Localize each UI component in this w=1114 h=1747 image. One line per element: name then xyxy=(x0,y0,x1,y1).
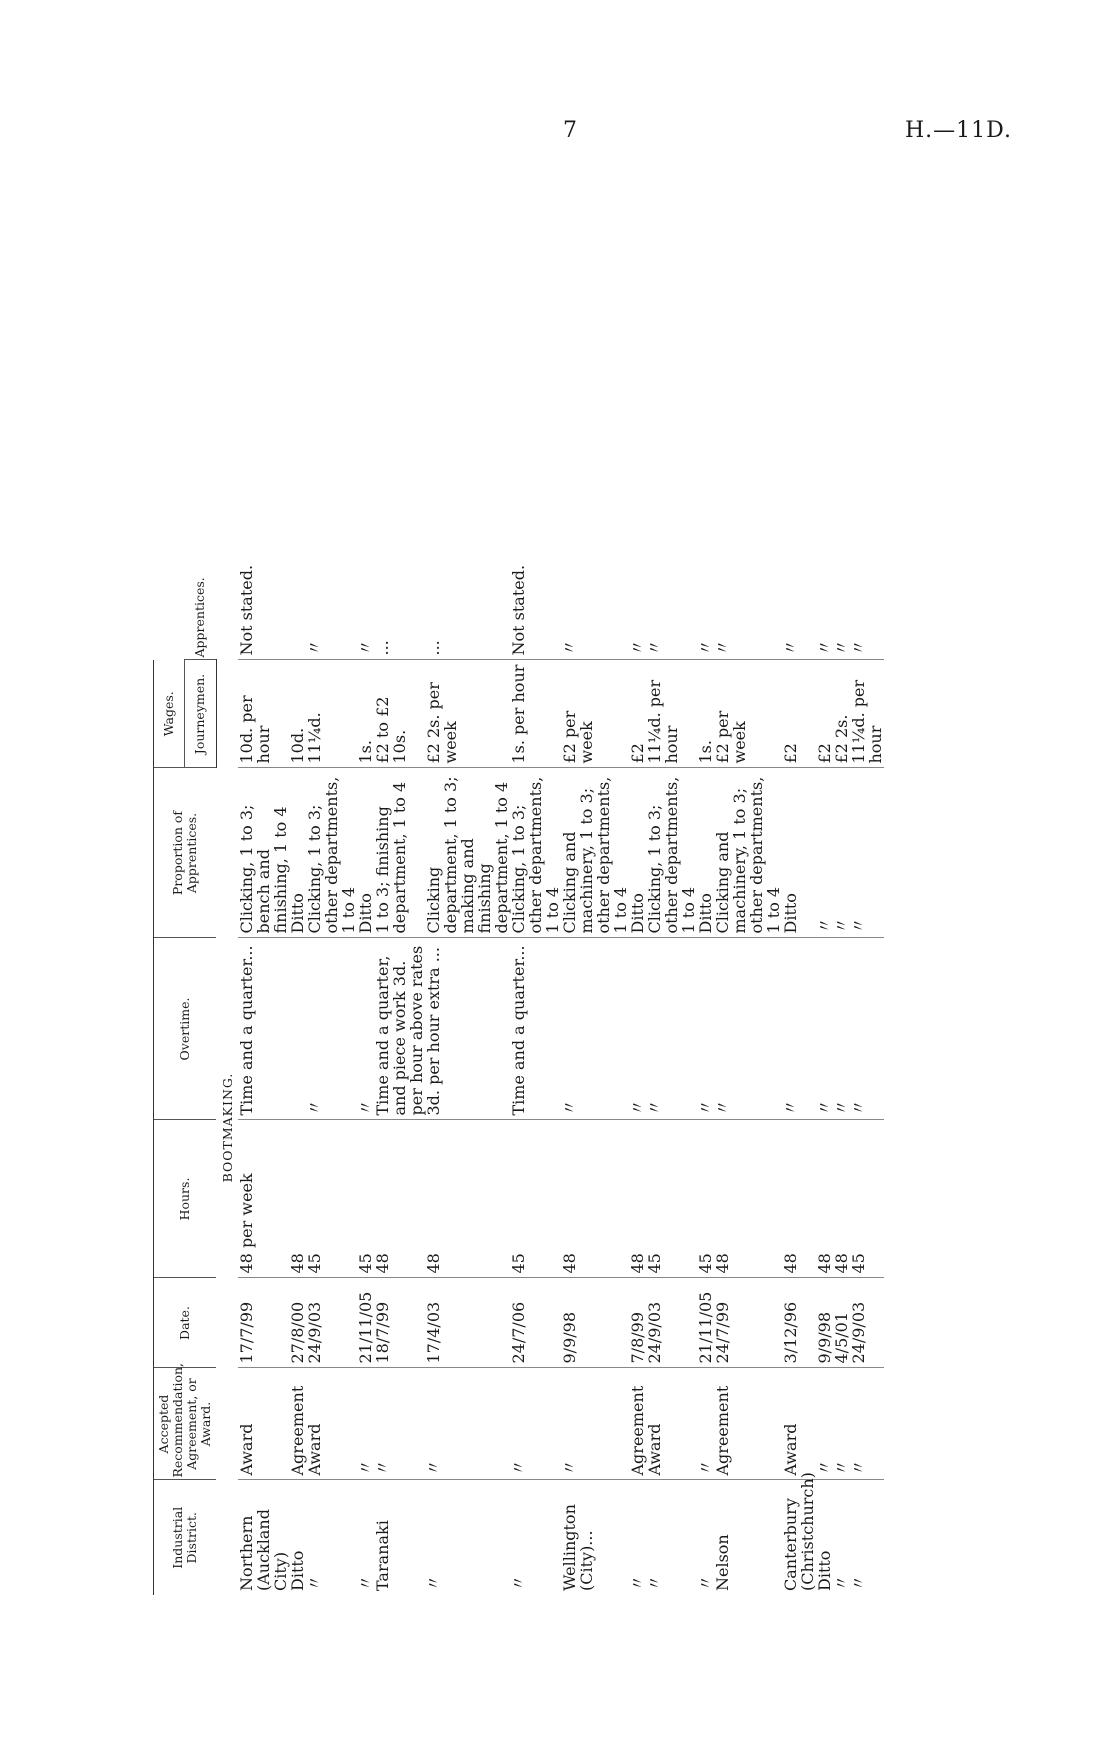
cell-journeymen: 11¼d. per hour xyxy=(850,660,884,768)
cell-district: 〃 xyxy=(848,1574,868,1591)
cell-journeymen: 11¼d. per hour xyxy=(646,660,697,768)
cell-date: 17/7/99 xyxy=(238,1278,289,1368)
cell-journeymen: 1s. xyxy=(357,660,374,768)
cell-proportion: Clicking, 1 to 3; bench and finishing, 1 to 4 xyxy=(238,768,289,938)
cell-proportion: Ditto xyxy=(357,768,374,938)
cell-date: 9/9/98 xyxy=(561,1278,629,1368)
cell-proportion: Clicking and machinery, 1 to 3; other departments, 1 to 4 xyxy=(714,768,782,938)
cell-proportion: Clicking, 1 to 3; other departments, 1 to 4 xyxy=(510,768,561,938)
cell-hours: 48 xyxy=(561,1120,629,1278)
cell-apprentices: 〃 xyxy=(816,170,833,660)
table-row xyxy=(289,170,306,1595)
cell-accepted: 〃 xyxy=(357,1368,374,1480)
cell-journeymen: £2 to £2 10s. xyxy=(374,660,425,768)
cell-proportion: 1 to 3; finishing department, 1 to 4 xyxy=(374,768,425,938)
cell-journeymen: 10d. per hour xyxy=(238,660,289,768)
cell-date: 21/11/05 xyxy=(697,1278,714,1368)
cell-journeymen: £2 per week xyxy=(561,660,629,768)
cell-district: Canterbury (Christchurch) xyxy=(780,1472,817,1591)
cell-apprentices: 〃 xyxy=(833,170,850,660)
cell-district: Wellington (City)... xyxy=(559,1504,596,1591)
cell-district: Taranaki xyxy=(372,1520,392,1591)
cell-date: 21/11/05 xyxy=(357,1278,374,1368)
table-body xyxy=(216,170,884,1595)
cell-accepted: Award xyxy=(646,1368,697,1480)
cell-accepted: Award xyxy=(238,1368,289,1480)
cell-district: 〃 xyxy=(508,1574,528,1591)
cell-accepted: Award xyxy=(306,1368,357,1480)
cell-date: 24/7/99 xyxy=(714,1278,782,1368)
cell-apprentices: Not stated. xyxy=(510,170,561,660)
cell-apprentices: Not stated. xyxy=(238,170,289,660)
table-row xyxy=(816,170,833,1595)
cell-proportion: Ditto xyxy=(697,768,714,938)
cell-apprentices: 〃 xyxy=(561,170,629,660)
cell-district: 〃 xyxy=(831,1574,851,1591)
cell-accepted: Agreement xyxy=(714,1368,782,1480)
cell-journeymen: £2 xyxy=(816,660,833,768)
cell-date: 24/7/06 xyxy=(510,1278,561,1368)
table-row xyxy=(646,170,697,1595)
cell-apprentices: 〃 xyxy=(697,170,714,660)
cell-hours: 48 xyxy=(714,1120,782,1278)
cell-hours: 45 xyxy=(697,1120,714,1278)
cell-overtime: 〃 xyxy=(833,938,850,1120)
cell-accepted: 〃 xyxy=(510,1368,561,1480)
cell-overtime: 〃 xyxy=(782,938,816,1120)
table-row xyxy=(714,170,782,1595)
cell-hours: 48 xyxy=(289,1120,306,1278)
cell-proportion: Ditto xyxy=(629,768,646,938)
cell-proportion: Ditto xyxy=(782,768,816,938)
cell-proportion: Clicking department, 1 to 3; making and finishing department, 1 to 4 xyxy=(425,768,510,938)
cell-proportion: Clicking, 1 to 3; other departments, 1 to 4 xyxy=(646,768,697,938)
header-hours: Hours. xyxy=(154,1120,217,1278)
document-reference: H.—11D. xyxy=(905,118,1013,143)
table-row xyxy=(238,170,289,1595)
cell-district: 〃 xyxy=(355,1574,375,1591)
cell-journeymen: £2 per week xyxy=(714,660,782,768)
cell-proportion: 〃 xyxy=(850,768,884,938)
cell-overtime: 3d. per hour extra ... xyxy=(425,938,510,1120)
table-row xyxy=(697,170,714,1595)
cell-apprentices: ... xyxy=(425,170,510,660)
header-district: Industrial District. xyxy=(154,1480,217,1595)
cell-hours: 48 xyxy=(782,1120,816,1278)
cell-apprentices: 〃 xyxy=(646,170,697,660)
cell-accepted: 〃 xyxy=(850,1368,884,1480)
cell-apprentices: 〃 xyxy=(714,170,782,660)
page-number: 7 xyxy=(563,118,577,143)
table-row xyxy=(425,170,510,1595)
section-title: BOOTMAKING. xyxy=(219,1072,235,1183)
cell-overtime: 〃 xyxy=(714,938,782,1120)
cell-accepted: Agreement xyxy=(629,1368,646,1480)
table-row xyxy=(357,170,374,1595)
header-overtime: Overtime. xyxy=(154,938,217,1120)
cell-journeymen: 11¼d. xyxy=(306,660,357,768)
cell-hours: 48 xyxy=(816,1120,833,1278)
table-row xyxy=(850,170,884,1595)
cell-accepted: 〃 xyxy=(374,1368,425,1480)
cell-journeymen: £2 xyxy=(629,660,646,768)
cell-date: 9/9/98 xyxy=(816,1278,833,1368)
cell-hours: 48 xyxy=(425,1120,510,1278)
cell-district: Ditto xyxy=(814,1550,834,1591)
cell-proportion: Clicking, 1 to 3; other departments, 1 to 4 xyxy=(306,768,357,938)
cell-hours: 48 xyxy=(833,1120,850,1278)
cell-date: 24/9/03 xyxy=(850,1278,884,1368)
cell-overtime: Time and a quarter... xyxy=(510,938,561,1120)
cell-date: 17/4/03 xyxy=(425,1278,510,1368)
cell-apprentices: 〃 xyxy=(357,170,374,660)
cell-overtime: 〃 xyxy=(697,938,714,1120)
header-date: Date. xyxy=(154,1278,217,1368)
header-proportion: Proportion of Apprentices. xyxy=(154,768,217,938)
table-row xyxy=(629,170,646,1595)
cell-district: 〃 xyxy=(695,1574,715,1591)
cell-overtime: 〃 xyxy=(646,938,697,1120)
cell-apprentices: ... xyxy=(374,170,425,660)
cell-overtime: 〃 xyxy=(816,938,833,1120)
cell-accepted: Award xyxy=(782,1368,816,1480)
wages-table xyxy=(153,170,884,1595)
cell-journeymen: 1s. xyxy=(697,660,714,768)
cell-hours: 45 xyxy=(357,1120,374,1278)
cell-journeymen: 10d. xyxy=(289,660,306,768)
cell-date: 18/7/99 xyxy=(374,1278,425,1368)
cell-district: 〃 xyxy=(644,1574,664,1591)
cell-overtime: 〃 xyxy=(629,938,646,1120)
cell-hours: 45 xyxy=(510,1120,561,1278)
table-row xyxy=(374,170,425,1595)
cell-date: 24/9/03 xyxy=(646,1278,697,1368)
cell-overtime: 〃 xyxy=(357,938,374,1120)
cell-journeymen: £2 2s. per week xyxy=(425,660,510,768)
table-row xyxy=(510,170,561,1595)
cell-apprentices: 〃 xyxy=(850,170,884,660)
cell-accepted: Agreement xyxy=(289,1368,306,1480)
cell-accepted: 〃 xyxy=(561,1368,629,1480)
cell-overtime xyxy=(289,938,306,1120)
cell-hours: 48 per week xyxy=(238,1120,289,1278)
table-row xyxy=(306,170,357,1595)
cell-proportion: 〃 xyxy=(816,768,833,938)
cell-district: Northern (Auckland City) xyxy=(236,1509,290,1591)
cell-apprentices: 〃 xyxy=(629,170,646,660)
cell-date: 7/8/99 xyxy=(629,1278,646,1368)
cell-district: 〃 xyxy=(423,1574,443,1591)
cell-hours: 48 xyxy=(374,1120,425,1278)
cell-accepted: 〃 xyxy=(816,1368,833,1480)
table-row xyxy=(561,170,629,1595)
header-accepted: Accepted Recommendation, Agreement, or Award. xyxy=(154,1368,217,1480)
cell-apprentices xyxy=(289,170,306,660)
cell-district: Ditto xyxy=(287,1550,307,1591)
cell-proportion: 〃 xyxy=(833,768,850,938)
cell-hours: 45 xyxy=(306,1120,357,1278)
table-row xyxy=(833,170,850,1595)
cell-accepted: 〃 xyxy=(697,1368,714,1480)
cell-hours: 45 xyxy=(646,1120,697,1278)
cell-journeymen: £2 xyxy=(782,660,816,768)
cell-district: Nelson xyxy=(712,1534,732,1591)
cell-hours: 45 xyxy=(850,1120,884,1278)
cell-district: 〃 xyxy=(304,1574,324,1591)
header-journeymen: Journeymen. xyxy=(185,660,216,768)
cell-date: 27/8/00 xyxy=(289,1278,306,1368)
cell-hours: 48 xyxy=(629,1120,646,1278)
cell-date: 3/12/96 xyxy=(782,1278,816,1368)
cell-overtime: Time and a quarter... xyxy=(238,938,289,1120)
cell-date: 24/9/03 xyxy=(306,1278,357,1368)
header-wages: Wages. xyxy=(154,660,185,768)
cell-overtime: 〃 xyxy=(850,938,884,1120)
cell-journeymen: 1s. per hour xyxy=(510,660,561,768)
cell-proportion: Clicking and machinery, 1 to 3; other departments, 1 to 4 xyxy=(561,768,629,938)
table-row xyxy=(782,170,816,1595)
cell-date: 4/5/01 xyxy=(833,1278,850,1368)
cell-overtime: 〃 xyxy=(306,938,357,1120)
cell-accepted: 〃 xyxy=(833,1368,850,1480)
cell-proportion: Ditto xyxy=(289,768,306,938)
cell-apprentices: 〃 xyxy=(306,170,357,660)
cell-overtime: Time and a quarter, and piece work 3d. per hour above rates xyxy=(374,938,425,1120)
cell-overtime: 〃 xyxy=(561,938,629,1120)
wages-table-rotated xyxy=(153,170,988,1595)
cell-journeymen: £2 2s. xyxy=(833,660,850,768)
cell-district: 〃 xyxy=(627,1574,647,1591)
cell-accepted: 〃 xyxy=(425,1368,510,1480)
cell-apprentices: 〃 xyxy=(782,170,816,660)
